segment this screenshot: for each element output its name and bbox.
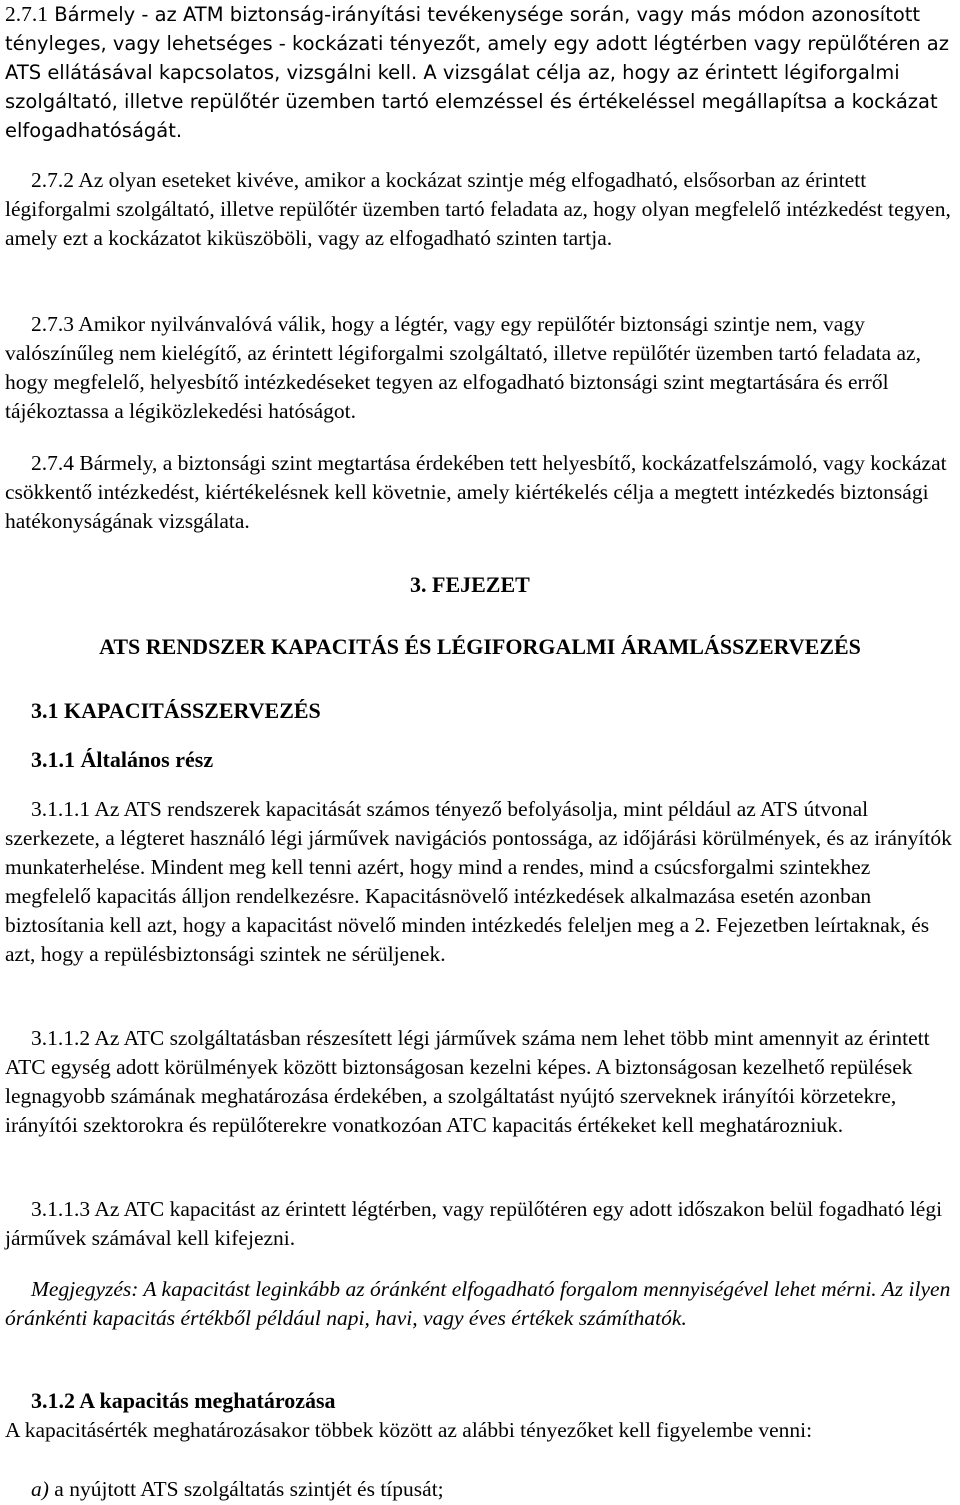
chapter-heading: 3. FEJEZET [410,572,530,597]
paragraph-3-1-1-1: 3.1.1.1 Az ATS rendszerek kapacitását számos tényező befolyásolja, mint például az ATS útvonal szerkezete, a légteret használó légi járművek navigációs pontossága, az időjárási körülmények, és az irányítók munkaterhelése. Mindent meg kell tenni azért, hogy mind a rendes, mind a csúcsforgalmi szintekhez megfelelő kapacitás álljon rendelkezésre. Kapacitásnövelő intézkedések alkalmazása esetén azonban biztosítania kell azt, hogy a kapacitást növelő minden intézkedés feleljen meg a 2. Fejezetben leírtaknak, és azt, hogy a repülésbiztonsági szintek ne sérüljenek. [5,797,952,966]
paragraph-2-7-3: 2.7.3 Amikor nyilvánvalóvá válik, hogy a légtér, vagy egy repülőtér biztonsági szintje nem, vagy valószínűleg nem kielégítő, az érintett légiforgalmi szolgáltató, illetve repülőtér üzemben tartó feladata az, hogy megfelelő, helyesbítő intézkedéseket tegyen az elfogadható biztonsági szint megtartására és erről tájékoztassa a légiközlekedési hatóságot. [5,312,921,423]
paragraph-3-1-2: A kapacitásérték meghatározásakor többek között az alábbi tényezőket kell figyelembe venni: [5,1418,813,1442]
section-heading-3-1-1: 3.1.1 Általános rész [31,747,214,772]
paragraph-3-1-1-2: 3.1.1.2 Az ATC szolgáltatásban részesített légi járművek száma nem lehet több mint amennyit az érintett ATC egység adott körülmények között biztonságosan kezelni képes. A biztonságosan kezelhető repülések legnagyobb számának meghatározása érdekében, a szolgáltatást nyújtó szerveknek irányítói körzetekre, irányítói szektorokra és repülőterekre vonatkozóan ATC kapacitás értékeket kell meghatározniuk. [5,1026,930,1137]
paragraph-2-7-4: 2.7.4 Bármely, a biztonsági szint megtartása érdekében tett helyesbítő, kockázatfelszámoló, vagy kockázat csökkentő intézkedést, kiértékelésnek kell követnie, amely kiértékelés célja a megtett intézkedés biztonsági hatékonyságának vizsgálata. [5,451,947,533]
paragraph-text: Bármely - az ATM biztonság-irányítási tevékenysége során, vagy más módon azonosított tényleges, vagy lehetséges - kockázati tényezőt, amely egy adott légtérben vagy repülőtéren az ATS ellátásával kapcsolatos, vizsgálni kell. A vizsgálat célja az, hogy az érintett légiforgalmi szolgáltató, illetve repülőtér üzemben tartó elemzéssel és értékeléssel megállapítsa a kockázat elfogadhatóságát. [5,3,949,142]
paragraph-3-1-1-3: 3.1.1.3 Az ATC kapacitást az érintett légtérben, vagy repülőtéren egy adott időszakon belül fogadható légi járművek számával kell kifejezni. [5,1197,943,1250]
note-paragraph: Megjegyzés: A kapacitást leginkább az óránként elfogadható forgalom mennyiségével lehet mérni. Az ilyen óránkénti kapacitás értékből például napi, havi, vagy éves értékek számíthatók. [5,1277,951,1330]
paragraph-2-7-1 [5,0,955,145]
section-heading-3-1-2: 3.1.2 A kapacitás meghatározása [31,1388,336,1413]
list-item-marker: a) [31,1477,49,1501]
paragraph-2-7-2: 2.7.2 Az olyan eseteket kivéve, amikor a kockázat szintje még elfogadható, elsősorban az érintett légiforgalmi szolgáltató, illetve repülőtér üzemben tartó feladata az, hogy olyan megfelelő intézkedést tegyen, amely ezt a kockázatot kiküszöböli, vagy az elfogadható szinten tartja. [5,168,951,250]
list-item-a [31,1475,951,1504]
paragraph-number: 2.7.1 [5,2,48,26]
chapter-title: ATS RENDSZER KAPACITÁS ÉS LÉGIFORGALMI ÁRAMLÁSSZERVEZÉS [99,634,861,659]
section-heading-3-1: 3.1 KAPACITÁSSZERVEZÉS [31,698,321,723]
list-item-text: a nyújtott ATS szolgáltatás szintjét és típusát; [54,1477,444,1501]
